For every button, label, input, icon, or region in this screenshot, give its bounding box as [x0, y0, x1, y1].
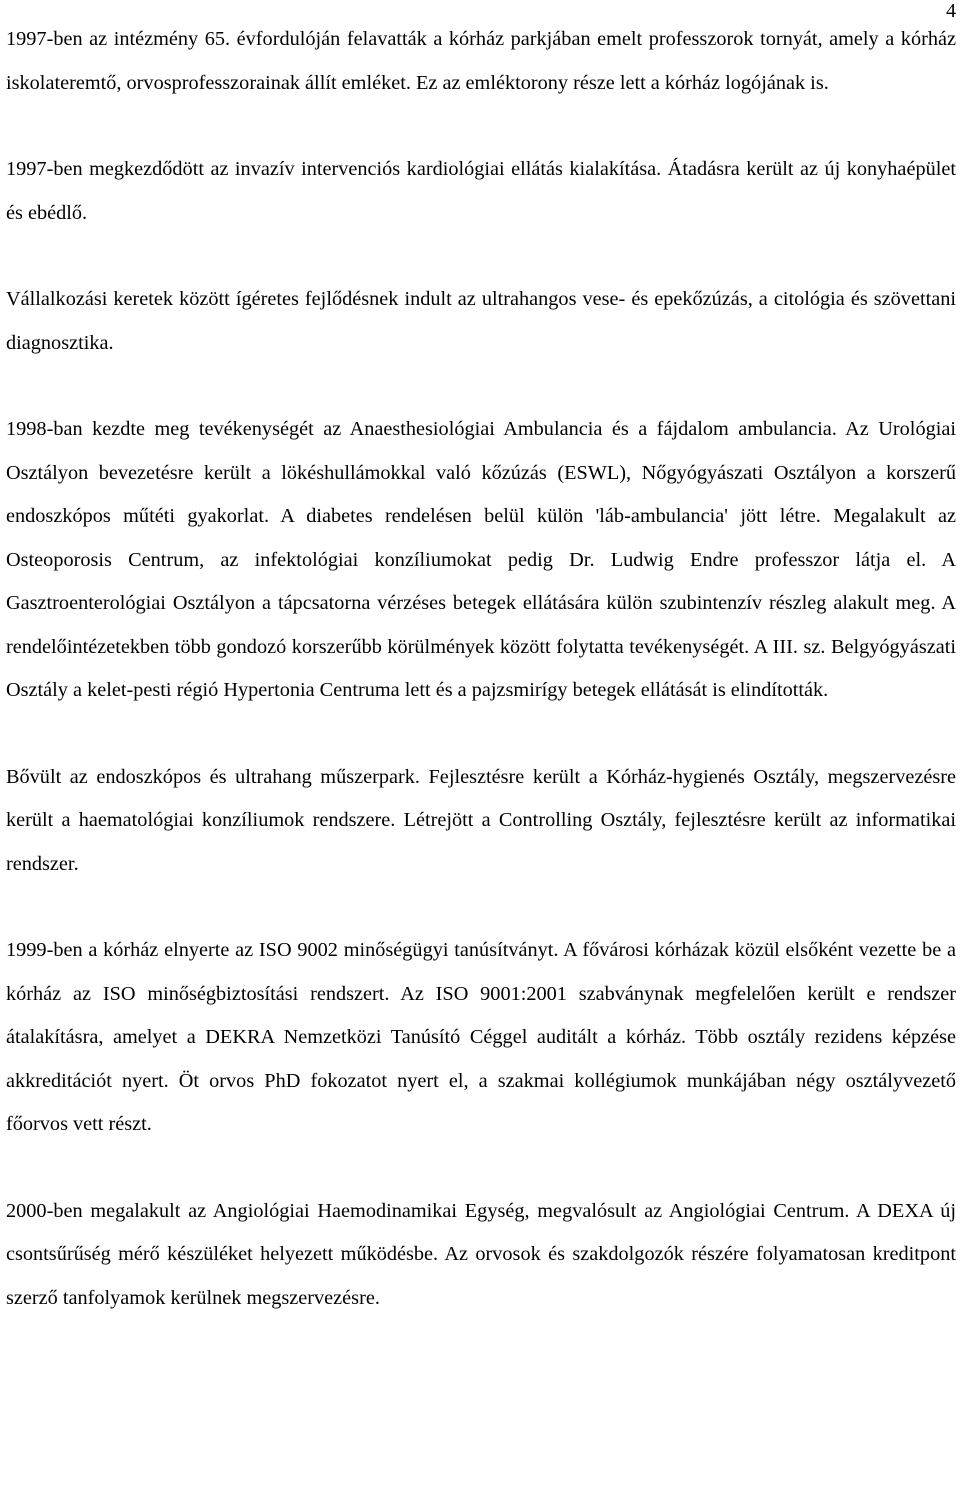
paragraph-endoscopy-expansion: Bővült az endoszkópos és ultrahang műszerpark. Fejlesztésre került a Kórház-hygienés Osztály, megszervezésre került a haematológiai konzíliumok rendszere. Létrejött a Controlling Osztály, fejlesztésre került az informatikai rendszer. [6, 765, 956, 875]
paragraph-1997-cardiology: 1997-ben megkezdődött az invazív intervenciós kardiológiai ellátás kialakítása. Átadásra került az új konyhaépület és ebédlő. [6, 158, 956, 224]
document-body [6, 18, 956, 1320]
paragraph-gap [6, 105, 956, 148]
paragraph-1997-memorial-tower: 1997-ben az intézmény 65. évfordulóján felavatták a kórház parkjában emelt professzorok tornyát, amely a kórház iskolateremtő, orvosprofesszorainak állít emléket. Ez az emléktorony része lett a kórház logójának is. [6, 28, 956, 94]
paragraph-2000-angiology: 2000-ben megalakult az Angiológiai Haemodinamikai Egység, megvalósult az Angiológiai Centrum. A DEXA új csontsűrűség mérő készüléket helyezett működésbe. Az orvosok és szakdolgozók részére folyamatosan kreditpont szerző tanfolyamok kerülnek megszervezésre. [6, 1199, 956, 1309]
paragraph-1998-ambulance: 1998-ban kezdte meg tevékenységét az Anaesthesiológiai Ambulancia és a fájdalom ambulancia. Az Urológiai Osztályon bevezetésre került a lökéshullámokkal való kőzúzás (ESWL), Nőgyógyászati Osztályon a korszerű endoszkópos műtéti gyakorlat. A diabetes rendelésen belül külön 'láb-ambulancia' jött létre. Megalakult az Osteoporosis Centrum, az infektológiai konzíliumokat pedig Dr. Ludwig Endre professzor látja el. A Gasztroenterológiai Osztályon a tápcsatorna vérzéses betegek ellátására külön szubintenzív részleg alakult meg. A rendelőintézetekben több gondozó korszerűbb körülmények között folytatta tevékenységét. A III. sz. Belgyógyászati Osztály a kelet-pesti régió Hypertonia Centruma lett és a pajzsmirígy betegek ellátását is elindították. [6, 418, 956, 701]
paragraph-1999-iso: 1999-ben a kórház elnyerte az ISO 9002 minőségügyi tanúsítványt. A fővárosi kórházak közül elsőként vezette be a kórház az ISO minőségbiztosítási rendszert. Az ISO 9001:2001 szabványnak megfelelően került e rendszer átalakításra, amelyet a DEKRA Nemzetközi Tanúsító Céggel auditált a kórház. Több osztály rezidens képzése akkreditációt nyert. Öt orvos PhD fokozatot nyert el, a szakmai kollégiumok munkájában négy osztályvezető főorvos vett részt. [6, 939, 956, 1135]
page-number: 4 [946, 0, 956, 22]
paragraph-gap [6, 713, 956, 756]
paragraph-ultrasound-lithotripsy: Vállalkozási keretek között ígéretes fejlődésnek indult az ultrahangos vese- és epekőzúzás, a citológia és szövettani diagnosztika. [6, 288, 956, 354]
paragraph-gap [6, 365, 956, 408]
paragraph-gap [6, 235, 956, 278]
paragraph-gap [6, 1147, 956, 1190]
paragraph-gap [6, 886, 956, 929]
